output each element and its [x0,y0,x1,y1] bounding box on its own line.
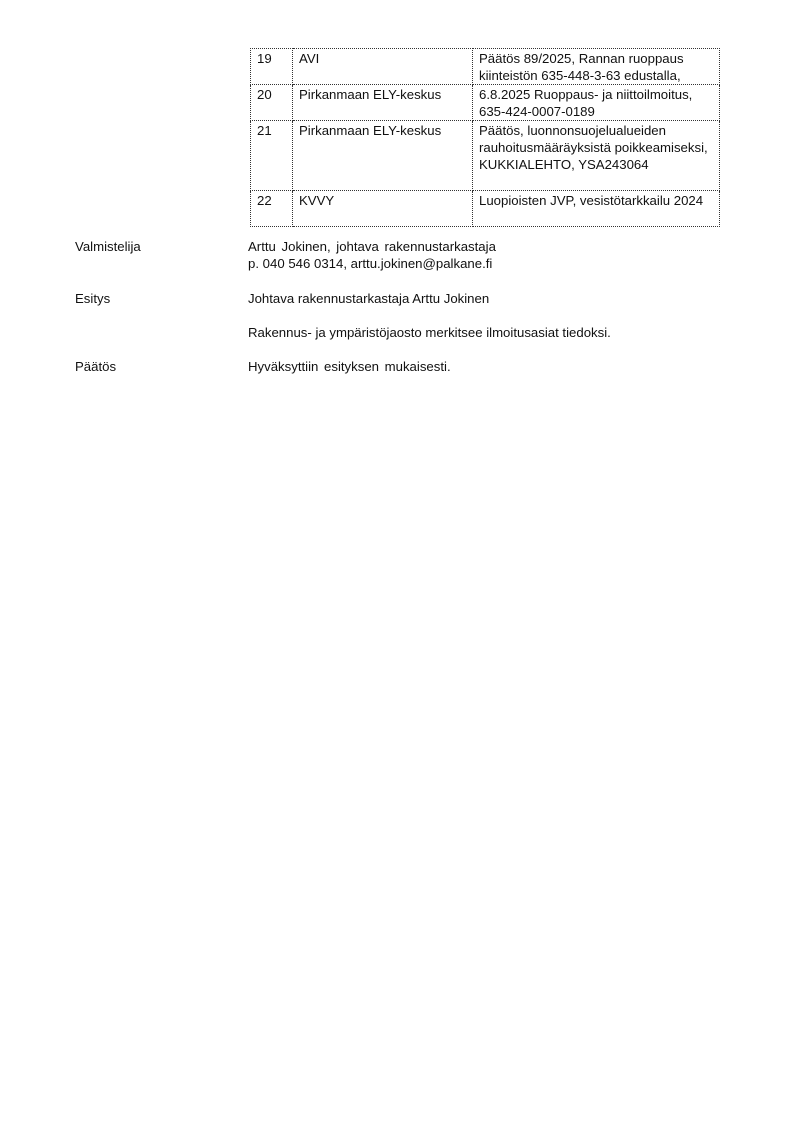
preparer-contact: p. 040 546 0314, arttu.jokinen@palkane.fi [248,256,493,271]
notice-number: 22 [251,191,293,227]
notice-number: 19 [251,49,293,85]
table-row [251,49,720,85]
notice-number: 21 [251,121,293,191]
notice-sender: Pirkanmaan ELY-keskus [293,121,473,191]
notice-number: 20 [251,85,293,121]
proposal-text: Rakennus- ja ympäristöjaosto merkitsee ilmoitusasiat tiedoksi. [248,325,611,340]
preparer-label: Valmistelija [75,239,141,254]
decision-label: Päätös [75,359,117,374]
notice-sender: AVI [293,49,473,85]
proposal-label: Esitys [75,291,111,306]
proposal-presenter: Johtava rakennustarkastaja Arttu Jokinen [248,291,490,306]
table-row [251,85,720,121]
table-row [251,121,720,191]
notice-subject: Päätös 89/2025, Rannan ruoppaus kiinteistön 635-448-3-63 edustalla, [473,49,720,85]
table-row [251,191,720,227]
notice-sender: Pirkanmaan ELY-keskus [293,85,473,121]
decision-text: Hyväksyttiin esityksen mukaisesti. [248,359,451,374]
notice-subject: Päätös, luonnonsuojelualueiden rauhoitusmääräyksistä poikkeamiseksi, KUKKIALEHTO, YSA243064 [473,121,720,191]
preparer-name: Arttu Jokinen, johtava rakennustarkastaja [248,239,496,254]
notices-table [250,48,720,227]
notice-sender: KVVY [293,191,473,227]
notice-subject: 6.8.2025 Ruoppaus- ja niittoilmoitus, 635-424-0007-0189 [473,85,720,121]
notice-subject: Luopioisten JVP, vesistötarkkailu 2024 [473,191,720,227]
